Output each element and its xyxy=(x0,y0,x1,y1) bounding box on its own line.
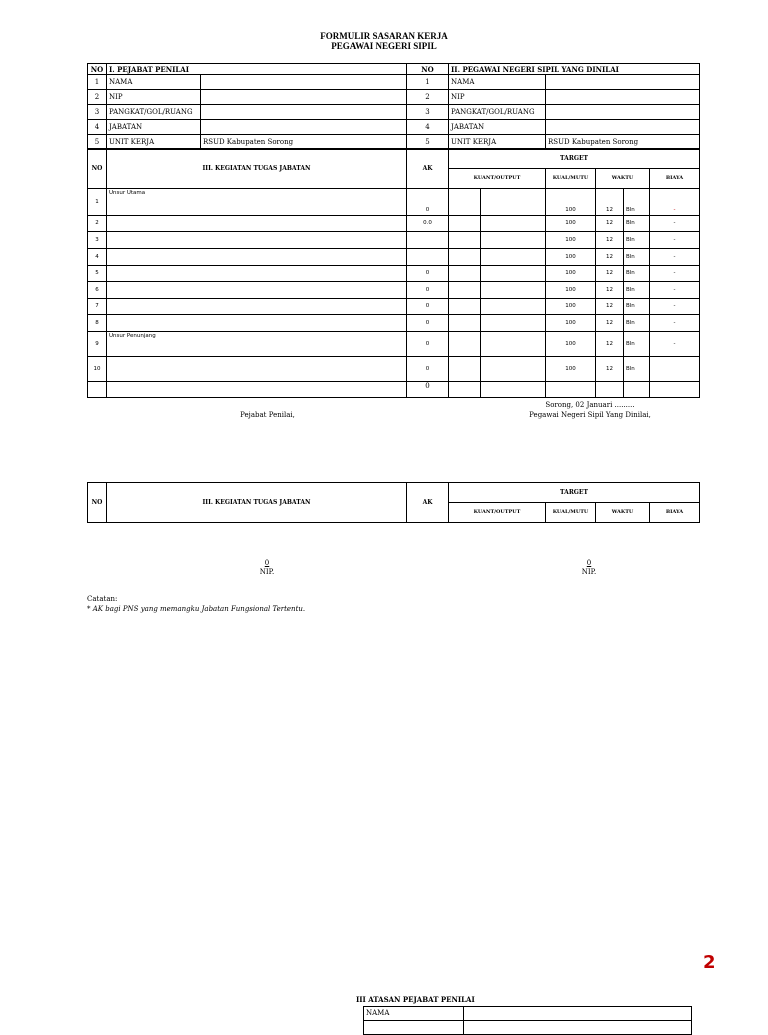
task-total-cell xyxy=(546,382,596,398)
task-row-kuant-a xyxy=(449,216,481,232)
task-total-cell xyxy=(88,382,107,398)
task2-header-target: TARGET xyxy=(449,483,700,503)
task-row-kual: 100 xyxy=(546,216,596,232)
task-row-kual: 100 xyxy=(546,315,596,332)
row-value: RSUD Kabupaten Sorong xyxy=(201,135,407,150)
task-row-biaya: - xyxy=(650,282,700,299)
header-no-left: NO xyxy=(88,64,107,75)
header-no-right: NO xyxy=(407,64,449,75)
row-no: 5 xyxy=(407,135,449,150)
row-no: 1 xyxy=(88,75,107,90)
task2-header-kuant: KUANT/OUTPUT xyxy=(449,503,546,523)
task-header-kuant: KUANT/OUTPUT xyxy=(449,169,546,189)
task-row-kual: 100 xyxy=(546,299,596,315)
task-header-no: NO xyxy=(88,149,107,189)
row-label: NIP xyxy=(449,90,546,105)
task-row-no: 4 xyxy=(88,249,107,266)
section3-row-value xyxy=(464,1021,692,1035)
row-value xyxy=(201,75,407,90)
task-header-kual: KUAL/MUTU xyxy=(546,169,596,189)
task-row-kuant-a xyxy=(449,266,481,282)
section3-row-label: NAMA xyxy=(364,1007,464,1021)
task-row-activity xyxy=(107,357,407,382)
task2-header-waktu: WAKTU xyxy=(596,503,650,523)
identity-row xyxy=(88,90,700,105)
task-header-target: TARGET xyxy=(449,149,700,169)
task-row-ak: 0 xyxy=(407,282,449,299)
task-row-kual: 100 xyxy=(546,266,596,282)
task-row-ak: 0.0 xyxy=(407,216,449,232)
row-label: PANGKAT/GOL/RUANG xyxy=(449,105,546,120)
task-total-cell xyxy=(449,382,481,398)
task-row-kual: 100 xyxy=(546,249,596,266)
signature-left-label: Pejabat Penilai, xyxy=(240,411,295,419)
task-row-ak: 0 xyxy=(407,315,449,332)
task-row-waktu: 12 xyxy=(596,357,624,382)
task-row-waktu: 12 xyxy=(596,249,624,266)
row-value xyxy=(201,105,407,120)
page-number: 2 xyxy=(703,952,716,973)
identity-table xyxy=(87,63,700,150)
task2-header-biaya: BIAYA xyxy=(650,503,700,523)
task-row xyxy=(88,266,700,282)
task-row-kuant-b xyxy=(481,299,546,315)
task2-header-no: NO xyxy=(88,483,107,523)
task-row-biaya: - xyxy=(650,332,700,357)
task-row-kuant-a xyxy=(449,282,481,299)
task-row-activity xyxy=(107,216,407,232)
task-row-waktu: 12 xyxy=(596,315,624,332)
task-row-unit: Bln xyxy=(624,282,650,299)
section3-row-label xyxy=(364,1021,464,1035)
task-row-kuant-b xyxy=(481,282,546,299)
notes-label: Catatan: xyxy=(87,595,118,603)
task-row-kuant-b xyxy=(481,315,546,332)
form-title-line1: FORMULIR SASARAN KERJA xyxy=(320,31,448,41)
signature-right-nip: NIP. xyxy=(581,568,597,576)
task-row-waktu: 12 xyxy=(596,189,624,216)
row-value xyxy=(201,120,407,135)
task-row xyxy=(88,315,700,332)
row-label: NIP xyxy=(107,90,201,105)
row-label: NAMA xyxy=(107,75,201,90)
task-row-kuant-a xyxy=(449,189,481,216)
task-table xyxy=(87,148,700,398)
row-no: 4 xyxy=(88,120,107,135)
row-no: 5 xyxy=(88,135,107,150)
task-row-no: 2 xyxy=(88,216,107,232)
row-no: 3 xyxy=(88,105,107,120)
task-row-ak: 0 xyxy=(407,357,449,382)
task-row-unit: Bln xyxy=(624,357,650,382)
task-row-unit: Bln xyxy=(624,249,650,266)
identity-row xyxy=(88,105,700,120)
row-value xyxy=(546,75,700,90)
place-date: Sorong, 02 Januari ......... xyxy=(545,401,635,409)
header-pejabat-penilai: I. PEJABAT PENILAI xyxy=(107,64,407,75)
task-total-row xyxy=(88,382,700,398)
task-row-waktu: 12 xyxy=(596,332,624,357)
task2-header-activity: III. KEGIATAN TUGAS JABATAN xyxy=(107,483,407,523)
task-row xyxy=(88,216,700,232)
task-row-activity xyxy=(107,315,407,332)
row-label: UNIT KERJA xyxy=(107,135,201,150)
task-row-ak xyxy=(407,232,449,249)
section3-title: III ATASAN PEJABAT PENILAI xyxy=(356,995,475,1004)
task-total-cell xyxy=(107,382,407,398)
task-row-waktu: 12 xyxy=(596,232,624,249)
task-row-activity xyxy=(107,299,407,315)
task-row-biaya: - xyxy=(650,315,700,332)
task-row-kuant-b xyxy=(481,332,546,357)
task-row-no: 9 xyxy=(88,332,107,357)
task-row-kuant-b xyxy=(481,357,546,382)
task-row-waktu: 12 xyxy=(596,266,624,282)
task-row-biaya: - xyxy=(650,216,700,232)
task-row-biaya: - xyxy=(650,232,700,249)
task-total-ak: 0 xyxy=(407,382,449,398)
identity-row xyxy=(88,120,700,135)
task-row-kuant-a xyxy=(449,332,481,357)
task-row-ak xyxy=(407,249,449,266)
task-header-activity: III. KEGIATAN TUGAS JABATAN xyxy=(107,149,407,189)
task-row-no: 6 xyxy=(88,282,107,299)
task-header-biaya: BIAYA xyxy=(650,169,700,189)
task-row-kuant-b xyxy=(481,232,546,249)
task-total-cell xyxy=(481,382,546,398)
task-row-kual: 100 xyxy=(546,232,596,249)
task-row-kuant-a xyxy=(449,299,481,315)
task-row-kuant-a xyxy=(449,232,481,249)
task-row-biaya: - xyxy=(650,299,700,315)
task-row-activity xyxy=(107,282,407,299)
task-row-kual: 100 xyxy=(546,189,596,216)
task-row-unit: Bln xyxy=(624,315,650,332)
row-value xyxy=(201,90,407,105)
task-row-activity: Unsur Utama xyxy=(107,189,407,216)
task-row-no: 1 xyxy=(88,189,107,216)
task-row-kuant-b xyxy=(481,189,546,216)
row-label: NAMA xyxy=(449,75,546,90)
section3-row-value xyxy=(464,1007,692,1021)
task-row-waktu: 12 xyxy=(596,282,624,299)
task-row-kuant-b xyxy=(481,249,546,266)
task-row-ak: 0 xyxy=(407,266,449,282)
task-row-biaya: - xyxy=(650,249,700,266)
task-row-unit: Bln xyxy=(624,266,650,282)
task-row-no: 3 xyxy=(88,232,107,249)
task-row-activity: Unsur Penunjang xyxy=(107,332,407,357)
task-row-unit: Bln xyxy=(624,299,650,315)
section3-table xyxy=(363,1006,692,1035)
task2-header-kual: KUAL/MUTU xyxy=(546,503,596,523)
task-row-biaya: - xyxy=(650,189,700,216)
task-row-activity xyxy=(107,266,407,282)
task-row-no: 10 xyxy=(88,357,107,382)
signature-left-name: 0 xyxy=(264,559,270,567)
task-row xyxy=(88,299,700,315)
task-row-biaya xyxy=(650,357,700,382)
task-total-cell xyxy=(596,382,624,398)
row-label: PANGKAT/GOL/RUANG xyxy=(107,105,201,120)
task2-header-ak: AK xyxy=(407,483,449,523)
task-row-waktu: 12 xyxy=(596,299,624,315)
task-row-kuant-b xyxy=(481,266,546,282)
task-row-kual: 100 xyxy=(546,282,596,299)
task-row xyxy=(88,282,700,299)
row-label: JABATAN xyxy=(107,120,201,135)
task-row xyxy=(88,249,700,266)
task-row-activity xyxy=(107,249,407,266)
task-row-no: 7 xyxy=(88,299,107,315)
row-no: 2 xyxy=(88,90,107,105)
row-no: 1 xyxy=(407,75,449,90)
task-row-unit: Bln xyxy=(624,216,650,232)
signature-right-name: 0 xyxy=(586,559,592,567)
task-row xyxy=(88,332,700,357)
task-row-kuant-a xyxy=(449,249,481,266)
task-header-table-2 xyxy=(87,482,700,523)
task-row-unit: Bln xyxy=(624,232,650,249)
task-row xyxy=(88,232,700,249)
task-total-cell xyxy=(650,382,700,398)
task-row xyxy=(88,189,700,216)
header-pns-dinilai: II. PEGAWAI NEGERI SIPIL YANG DINILAI xyxy=(449,64,700,75)
task-row-ak: 0 xyxy=(407,189,449,216)
task-row-ak: 0 xyxy=(407,332,449,357)
task-row-biaya: - xyxy=(650,266,700,282)
row-label: UNIT KERJA xyxy=(449,135,546,150)
identity-row xyxy=(88,75,700,90)
task-total-cell xyxy=(624,382,650,398)
notes-text: * AK bagi PNS yang memangku Jabatan Fungsional Tertentu. xyxy=(87,605,306,613)
task-row-no: 5 xyxy=(88,266,107,282)
form-title-line2: PEGAWAI NEGERI SIPIL xyxy=(331,41,437,51)
row-value xyxy=(546,90,700,105)
task-row-waktu: 12 xyxy=(596,216,624,232)
task-row-kual: 100 xyxy=(546,357,596,382)
task-header-ak: AK xyxy=(407,149,449,189)
row-no: 4 xyxy=(407,120,449,135)
task-row-kual: 100 xyxy=(546,332,596,357)
task-row-ak: 0 xyxy=(407,299,449,315)
task-row-kuant-b xyxy=(481,216,546,232)
task-header-waktu: WAKTU xyxy=(596,169,650,189)
task-row-kuant-a xyxy=(449,357,481,382)
task-row-no: 8 xyxy=(88,315,107,332)
task-row-activity xyxy=(107,232,407,249)
row-value: RSUD Kabupaten Sorong xyxy=(546,135,700,150)
task-row-kuant-a xyxy=(449,315,481,332)
row-no: 2 xyxy=(407,90,449,105)
row-value xyxy=(546,105,700,120)
row-label: JABATAN xyxy=(449,120,546,135)
task-row-unit: Bln xyxy=(624,332,650,357)
row-value xyxy=(546,120,700,135)
form-title xyxy=(0,31,768,51)
task-row-unit: Bln xyxy=(624,189,650,216)
signature-right-label: Pegawai Negeri Sipil Yang Dinilai, xyxy=(529,411,651,419)
row-no: 3 xyxy=(407,105,449,120)
signature-left-nip: NIP. xyxy=(259,568,275,576)
task-row xyxy=(88,357,700,382)
